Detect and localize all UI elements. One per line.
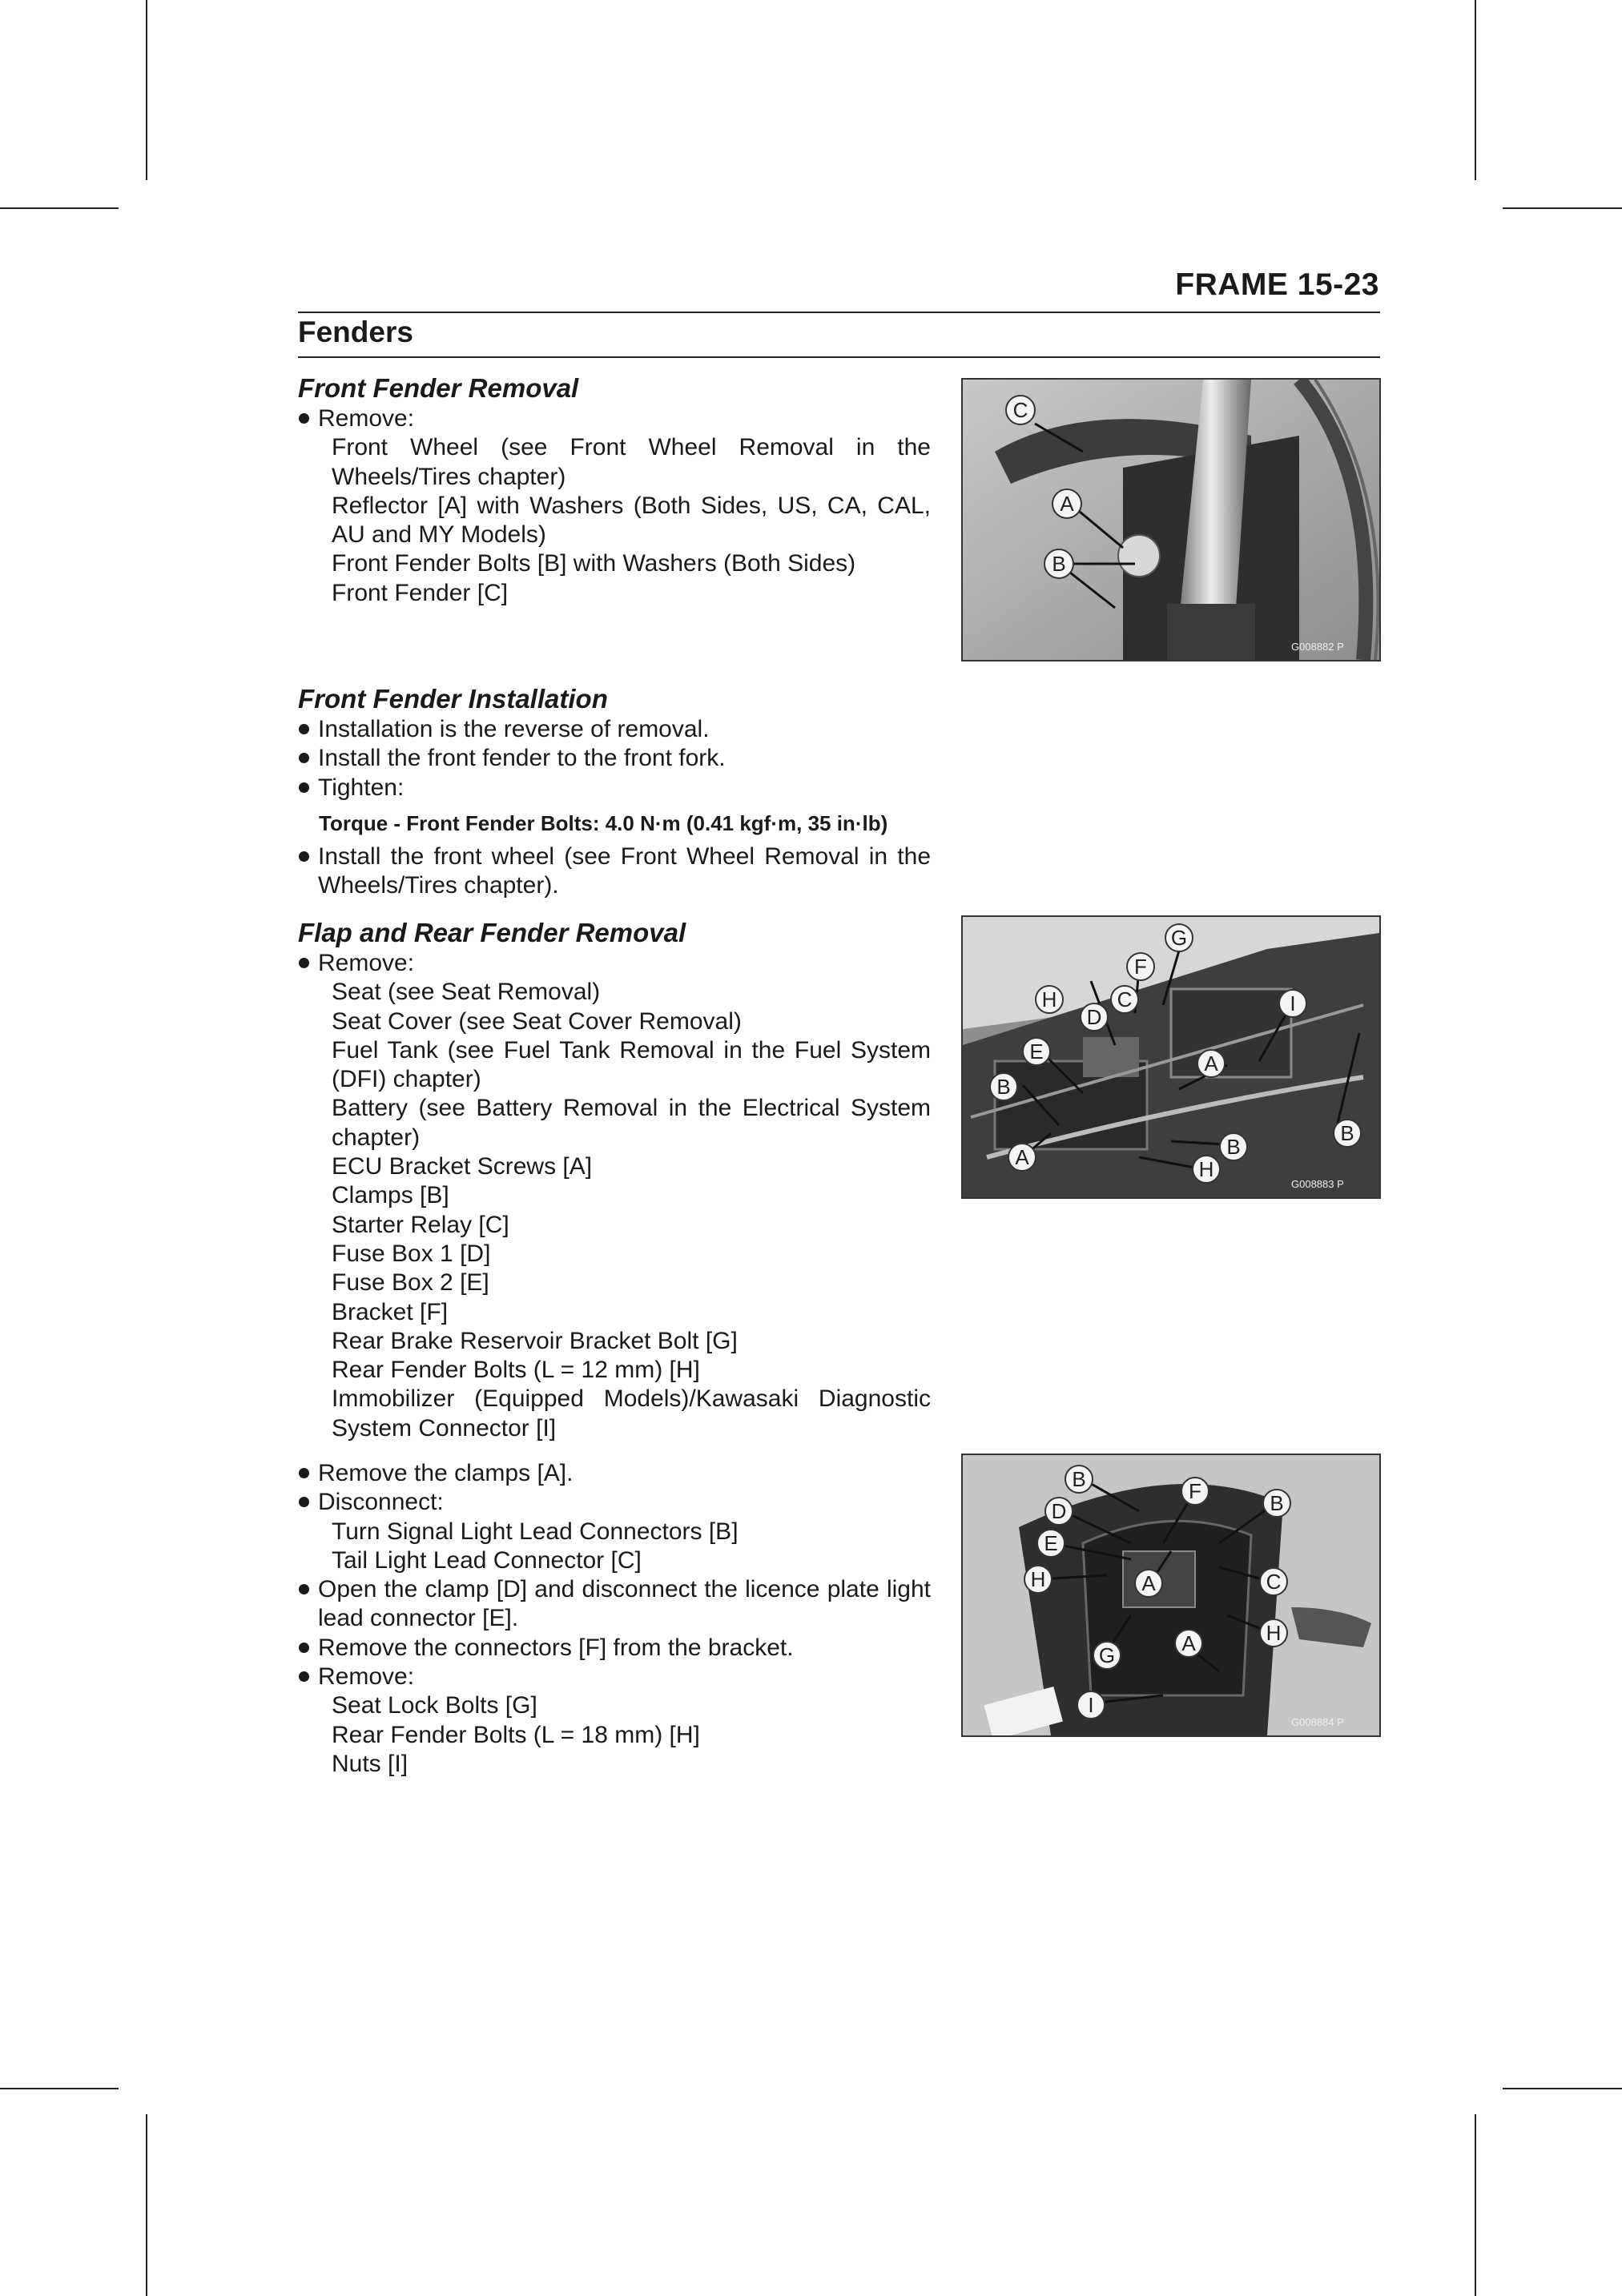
list-item: Fuel Tank (see Fuel Tank Removal in the Fuel System (DFI) chapter): [332, 1036, 931, 1093]
callout-label: [1052, 489, 1081, 518]
callout-label: [1260, 1619, 1287, 1647]
bullet-item: Tighten:: [298, 774, 931, 802]
callout-label: [1008, 1144, 1036, 1171]
subsection-heading: Flap and Rear Fender Removal: [298, 918, 686, 947]
bullet-item: Remove the clamps [A].: [298, 1459, 931, 1488]
callout-label: [1093, 1642, 1121, 1669]
list-item: Immobilizer (Equipped Models)/Kawasaki Diagnostic System Connector [I]: [332, 1385, 931, 1442]
list-item: Clamps [B]: [332, 1182, 449, 1209]
bullet-item: Remove:: [298, 404, 931, 433]
list-item: Front Wheel (see Front Wheel Removal in the Wheels/Tires chapter): [332, 434, 931, 490]
list-item: Nuts [I]: [332, 1750, 409, 1777]
callout-label: [1081, 1003, 1108, 1031]
callout-label: [1037, 1530, 1065, 1557]
svg-text:B: B: [1052, 552, 1066, 576]
crop-mark: [0, 207, 119, 209]
svg-text:H: H: [1030, 1567, 1046, 1591]
list-item: Tail Light Lead Connector [C]: [332, 1546, 642, 1574]
svg-text:B: B: [1072, 1467, 1086, 1491]
callout-label: [1024, 1566, 1052, 1593]
callout-label: [1065, 1466, 1093, 1493]
callout-label: [1263, 1490, 1290, 1517]
callout-label: [1006, 396, 1035, 424]
callout-label: [1111, 986, 1138, 1013]
flap-rear-fender-steps: [298, 1459, 931, 1779]
bullet-item: Install the front wheel (see Front Wheel Removal in the Wheels/Tires chapter).: [298, 842, 931, 901]
svg-text:A: A: [1060, 492, 1074, 516]
header-rule: [298, 312, 1380, 313]
bullet-item: Remove:: [298, 1663, 931, 1691]
svg-text:C: C: [1012, 398, 1028, 422]
svg-text:H: H: [1266, 1621, 1282, 1645]
list-item: Reflector [A] with Washers (Both Sides, US, CA, CAL, AU and MY Models): [332, 492, 931, 549]
callout-label: [990, 1073, 1017, 1100]
crop-mark: [1503, 2088, 1622, 2089]
svg-text:D: D: [1051, 1499, 1067, 1523]
crop-mark: [1503, 207, 1622, 209]
bullet-item: Remove the connectors [F] from the bracket.: [298, 1634, 931, 1663]
callout-label: [1197, 1050, 1225, 1077]
figure-code: G008883 P: [1291, 1178, 1344, 1190]
svg-text:E: E: [1044, 1531, 1058, 1555]
list-item: Rear Fender Bolts (L = 18 mm) [H]: [332, 1721, 700, 1748]
svg-text:H: H: [1041, 987, 1057, 1011]
svg-text:B: B: [1226, 1135, 1241, 1159]
svg-text:C: C: [1117, 987, 1133, 1011]
bullet-item: Installation is the reverse of removal.: [298, 715, 931, 744]
list-item: Fuse Box 2 [E]: [332, 1269, 489, 1297]
svg-text:A: A: [1141, 1571, 1156, 1595]
callout-label: [1036, 986, 1063, 1013]
svg-text:H: H: [1198, 1157, 1214, 1181]
svg-text:I: I: [1088, 1693, 1094, 1717]
svg-text:F: F: [1134, 955, 1147, 979]
list-item: Front Fender [C]: [332, 579, 509, 606]
crop-mark: [0, 2088, 119, 2089]
callout-label: [1044, 549, 1073, 578]
figure-code: G008882 P: [1291, 641, 1344, 653]
svg-text:D: D: [1086, 1005, 1102, 1029]
crop-mark: [1475, 0, 1476, 180]
callout-label: [1045, 1498, 1073, 1525]
svg-text:G: G: [1098, 1643, 1116, 1667]
crop-mark: [1475, 2114, 1476, 2296]
svg-text:E: E: [1029, 1039, 1044, 1064]
callout-label: [1220, 1133, 1247, 1160]
front-fender-installation: [298, 683, 931, 901]
svg-text:F: F: [1189, 1479, 1201, 1503]
torque-spec: Torque - Front Fender Bolts: 4.0 N·m (0.41 kgf·m, 35 in·lb): [319, 810, 888, 835]
front-fender-removal: [298, 372, 931, 608]
figure-rear-fender: [961, 1454, 1381, 1737]
list-item: Rear Fender Bolts (L = 12 mm) [H]: [332, 1357, 700, 1384]
callout-label: [1279, 990, 1306, 1017]
list-item: Battery (see Battery Removal in the Electrical System chapter): [332, 1095, 931, 1151]
list-item: Turn Signal Light Lead Connectors [B]: [332, 1518, 739, 1545]
callout-label: [1077, 1691, 1105, 1719]
callout-label: [1193, 1156, 1220, 1183]
list-item: ECU Bracket Screws [A]: [332, 1153, 593, 1180]
list-item: Seat (see Seat Removal): [332, 979, 601, 1006]
subsection-heading: Front Fender Removal: [298, 373, 579, 403]
svg-text:B: B: [1340, 1121, 1354, 1145]
callout-label: [1260, 1568, 1287, 1595]
page-header-title: FRAME 15-23: [1175, 267, 1379, 302]
svg-text:B: B: [996, 1075, 1011, 1099]
bullet-item: Disconnect:: [298, 1488, 931, 1517]
svg-text:A: A: [1204, 1051, 1218, 1076]
callout-label: [1181, 1478, 1209, 1505]
callout-label: [1135, 1570, 1162, 1597]
svg-text:G: G: [1170, 926, 1188, 950]
svg-text:I: I: [1290, 991, 1296, 1015]
figure-rear-components: [961, 915, 1381, 1199]
section-rule: [298, 356, 1380, 358]
svg-text:B: B: [1270, 1491, 1284, 1515]
list-item: Starter Relay [C]: [332, 1211, 509, 1238]
list-item: Bracket [F]: [332, 1298, 449, 1325]
bullet-item: Install the front fender to the front fork.: [298, 744, 931, 773]
flap-rear-fender-removal: [298, 917, 931, 1443]
figure-front-fender: [961, 378, 1381, 661]
list-item: Seat Cover (see Seat Cover Removal): [332, 1007, 742, 1035]
bullet-item: Remove:: [298, 949, 931, 978]
svg-text:A: A: [1181, 1631, 1196, 1655]
callout-label: [1334, 1120, 1361, 1147]
section-title: Fenders: [298, 316, 413, 348]
figure-code: G008884 P: [1291, 1716, 1344, 1728]
list-item: Fuse Box 1 [D]: [332, 1240, 491, 1267]
list-item: Seat Lock Bolts [G]: [332, 1692, 537, 1719]
crop-mark: [146, 0, 147, 180]
subsection-heading: Front Fender Installation: [298, 684, 608, 714]
crop-mark: [146, 2114, 147, 2296]
callout-label: [1165, 924, 1193, 951]
list-item: Rear Brake Reservoir Bracket Bolt [G]: [332, 1327, 738, 1354]
callout-label: [1023, 1038, 1050, 1065]
callout-label: [1127, 953, 1154, 980]
svg-text:C: C: [1266, 1570, 1282, 1594]
list-item: Front Fender Bolts [B] with Washers (Both Sides): [332, 550, 856, 577]
svg-text:A: A: [1015, 1145, 1029, 1169]
callout-label: [1175, 1630, 1202, 1657]
bullet-item: Open the clamp [D] and disconnect the licence plate light lead connector [E].: [298, 1575, 931, 1634]
